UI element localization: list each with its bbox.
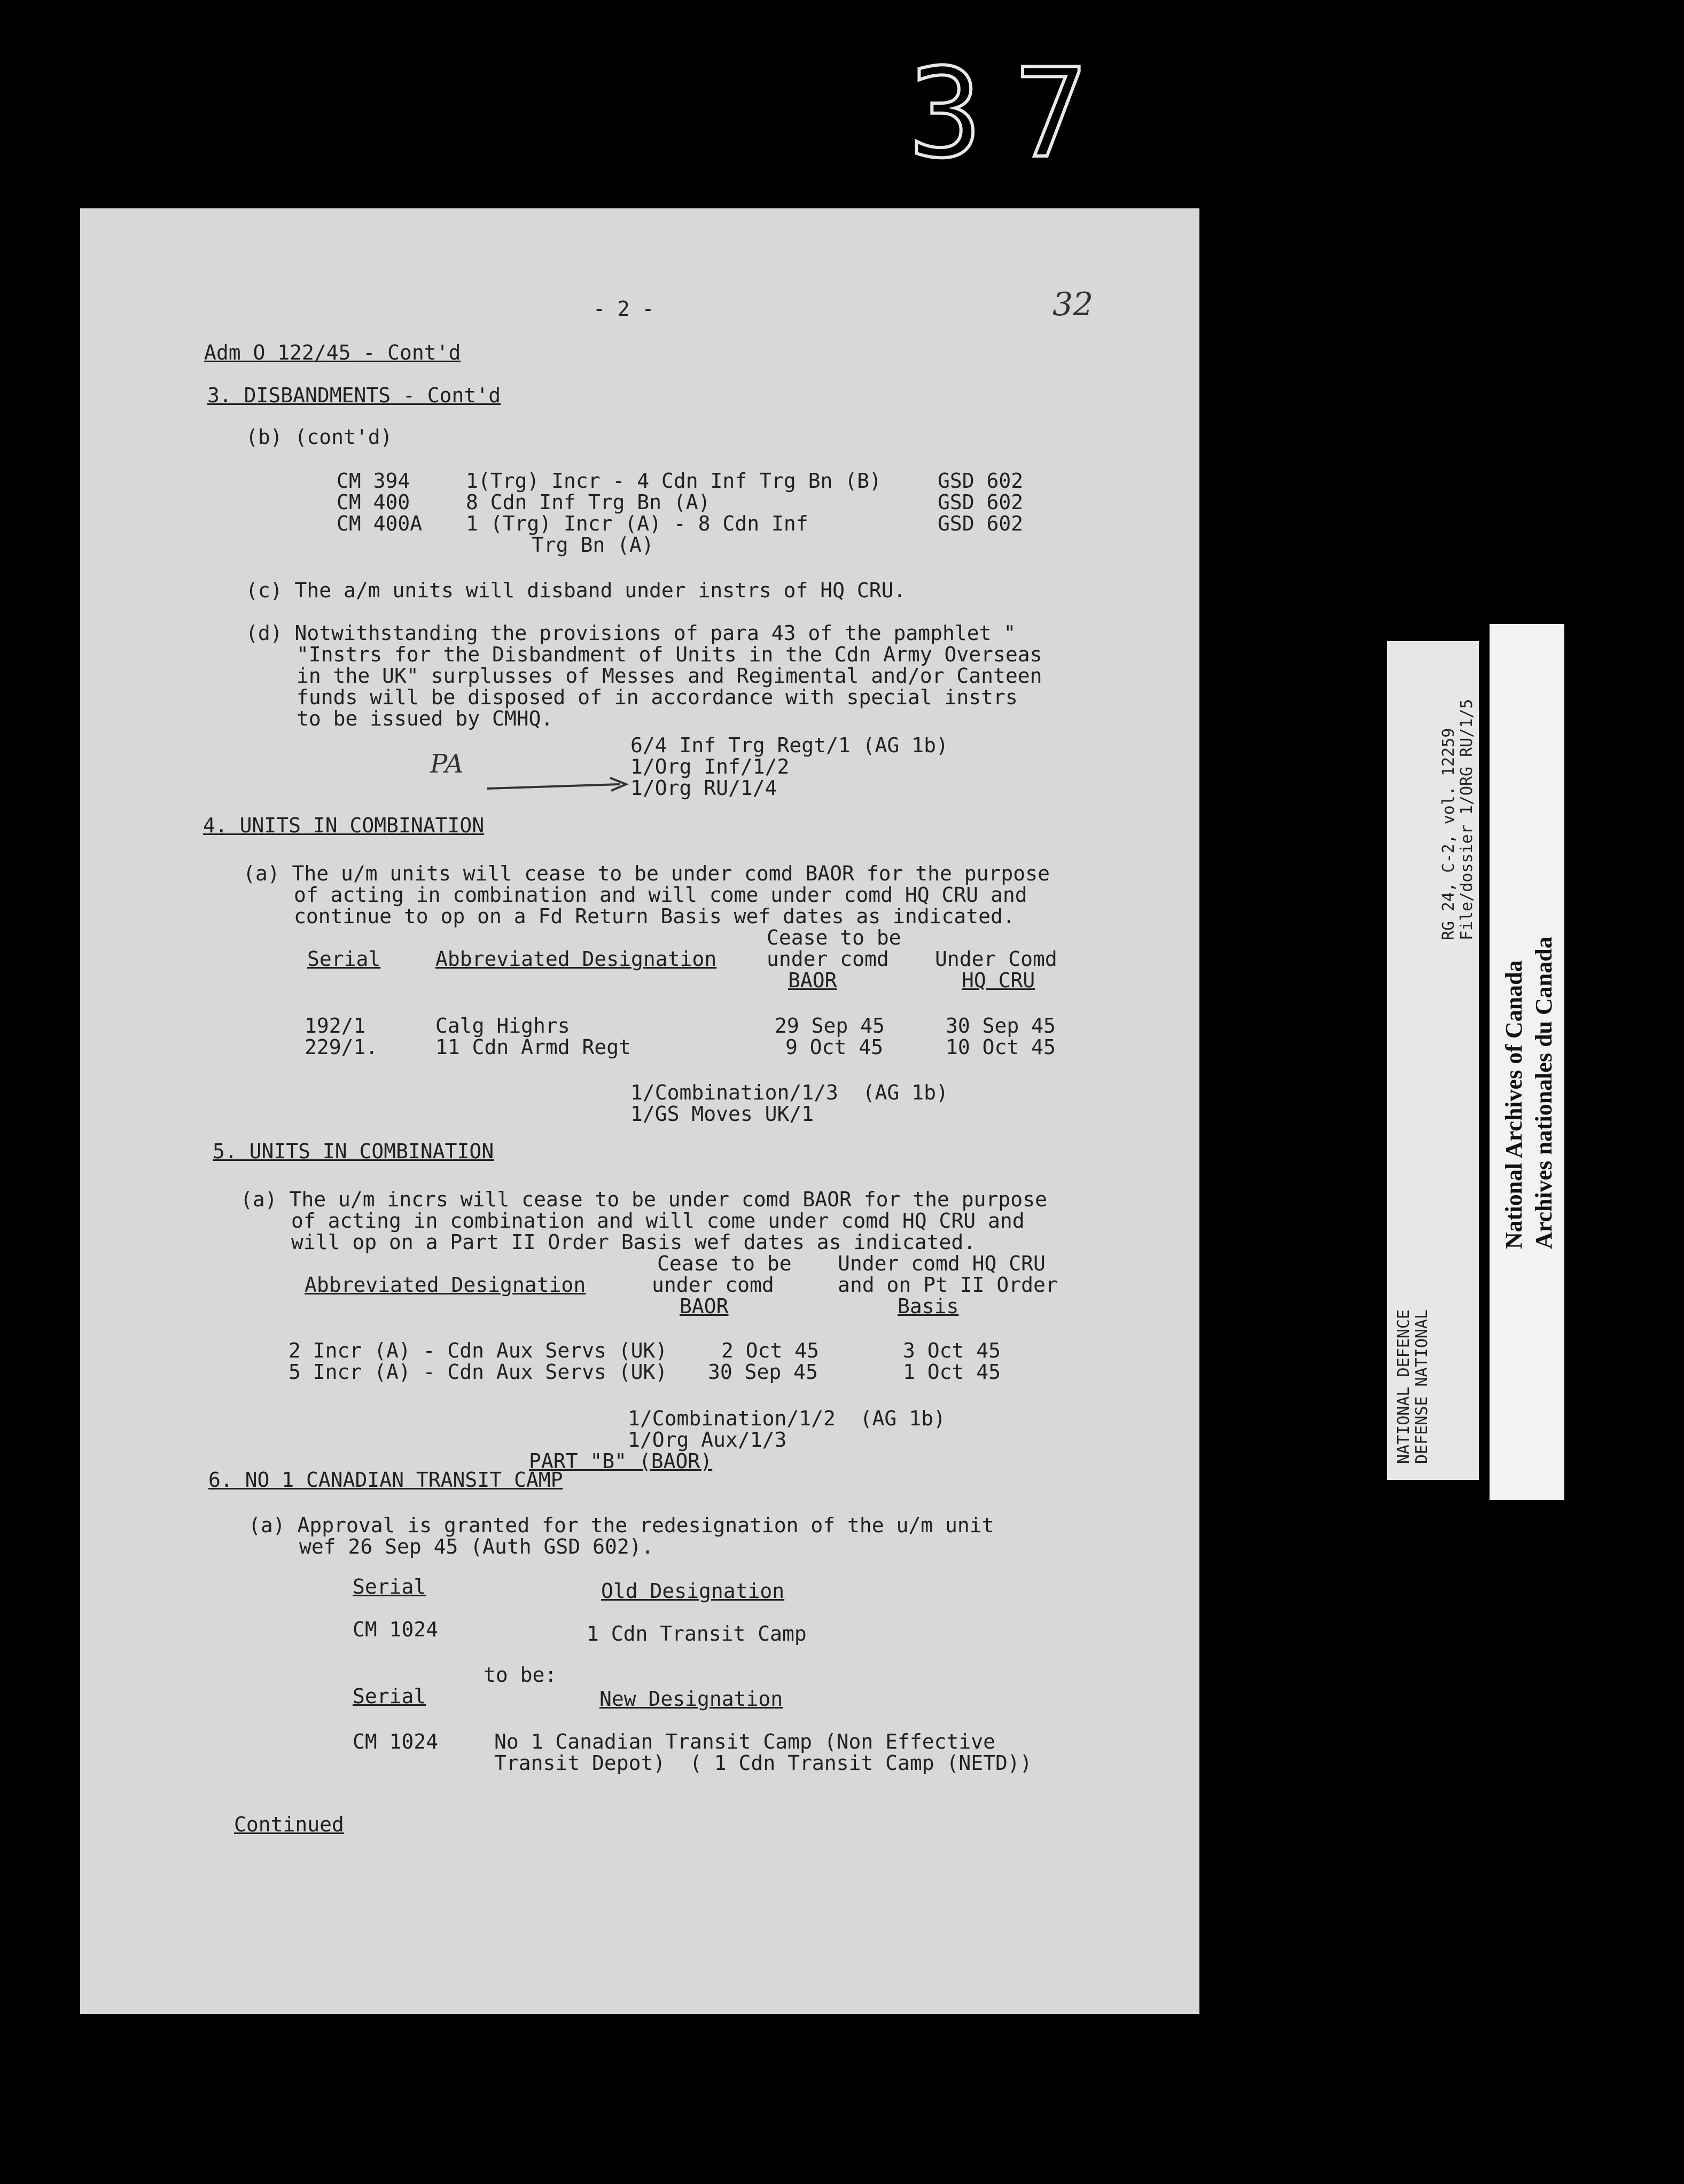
s5-row-designation: 5 Incr (A) - Cdn Aux Servs (UK) xyxy=(289,1360,668,1384)
s4-row-cease: 9 Oct 45 xyxy=(785,1035,884,1059)
archive-reference: File/dossier 1/ORG RU/1/5 xyxy=(1457,699,1476,940)
col-header-serial: Serial xyxy=(353,1684,426,1708)
s4-row-cease: 29 Sep 45 xyxy=(775,1014,885,1038)
section-6-a-line: (a) Approval is granted for the redesignation of the u/m unit xyxy=(248,1514,994,1537)
archive-name-fr: Archives nationales du Canada xyxy=(1531,937,1557,1249)
s3-row-auth: GSD 602 xyxy=(938,490,1024,514)
section-3-d-line: (d) Notwithstanding the provisions of para 43 of the pamphlet " xyxy=(246,621,1016,645)
new-designation: No 1 Canadian Transit Camp (Non Effective xyxy=(494,1730,995,1753)
s4-row-designation: 11 Cdn Armd Regt xyxy=(435,1035,632,1059)
new-designation: Transit Depot) ( 1 Cdn Transit Camp (NETD)) xyxy=(494,1751,1032,1775)
archive-name-strip xyxy=(1490,624,1564,1500)
file-reference: 6/4 Inf Trg Regt/1 (AG 1b) xyxy=(630,734,948,757)
file-reference: 1/Org Inf/1/2 xyxy=(630,755,790,778)
col-header-under: Under Comd xyxy=(935,947,1057,971)
s4-row-under: 10 Oct 45 xyxy=(946,1035,1056,1059)
section-5-a-line: will op on a Part II Order Basis wef dates as indicated. xyxy=(291,1230,976,1254)
section-6-a-line: wef 26 Sep 45 (Auth GSD 602). xyxy=(299,1535,654,1558)
col-header-under: Basis xyxy=(898,1294,959,1318)
col-header-old-designation: Old Designation xyxy=(601,1579,785,1603)
continued-label: Continued xyxy=(234,1813,344,1836)
file-reference: 1/Combination/1/2 (AG 1b) xyxy=(628,1407,946,1430)
s3-row-unit-cont: Trg Bn (A) xyxy=(532,533,654,557)
col-header-cease: under comd xyxy=(652,1273,774,1297)
archive-reference-strip xyxy=(1387,641,1479,1480)
section-4-a-line: continue to op on a Fd Return Basis wef dates as indicated. xyxy=(294,904,1015,928)
section-5-heading: 5. UNITS IN COMBINATION xyxy=(213,1140,494,1163)
col-header-cease: under comd xyxy=(767,947,889,971)
new-serial: CM 1024 xyxy=(353,1730,439,1753)
file-reference: 1/Combination/1/3 (AG 1b) xyxy=(630,1081,948,1104)
s4-row-serial: 192/1 xyxy=(305,1014,366,1038)
to-be-label: to be: xyxy=(484,1663,557,1687)
col-header-under: and on Pt II Order xyxy=(838,1273,1058,1297)
section-3-b-label: (b) (cont'd) xyxy=(246,425,393,449)
reference-line: Adm O 122/45 - Cont'd xyxy=(204,341,461,364)
section-4-a-line: of acting in combination and will come under comd HQ CRU and xyxy=(294,883,1027,907)
defence-label: DEFENSE NATIONAL xyxy=(1413,1309,1431,1464)
col-header-serial: Serial xyxy=(353,1575,426,1598)
col-header-cease: Cease to be xyxy=(767,926,901,949)
s5-row-cease: 30 Sep 45 xyxy=(708,1360,818,1384)
s3-row-serial: CM 400 xyxy=(337,490,410,514)
col-header-new-designation: New Designation xyxy=(599,1687,783,1711)
s3-row-serial: CM 400A xyxy=(337,512,423,535)
s3-row-unit: 1 (Trg) Incr (A) - 8 Cdn Inf xyxy=(466,512,808,535)
s5-row-under: 3 Oct 45 xyxy=(903,1339,1001,1362)
col-header-cease: BAOR xyxy=(680,1294,729,1318)
col-header-under: Under comd HQ CRU xyxy=(838,1252,1046,1275)
col-header-serial: Serial xyxy=(307,947,381,971)
old-serial: CM 1024 xyxy=(353,1618,439,1641)
s3-row-auth: GSD 602 xyxy=(938,512,1024,535)
section-5-a-line: of acting in combination and will come under comd HQ CRU and xyxy=(291,1209,1025,1233)
col-header-designation: Abbreviated Designation xyxy=(305,1273,586,1297)
section-3-d-line: in the UK" surplusses of Messes and Regimental and/or Canteen xyxy=(297,664,1042,688)
archive-reference: RG 24, C-2, vol. 12259 xyxy=(1439,728,1458,940)
part-b-heading: PART "B" (BAOR) xyxy=(529,1449,713,1473)
handwritten-arrow-icon xyxy=(486,775,630,796)
file-reference: 1/Org RU/1/4 xyxy=(630,776,777,800)
s4-row-designation: Calg Highrs xyxy=(435,1014,570,1038)
section-4-heading: 4. UNITS IN COMBINATION xyxy=(203,814,485,837)
handwritten-pa-note: PA xyxy=(430,749,464,779)
defence-label: NATIONAL DEFENCE xyxy=(1394,1309,1413,1464)
section-3-d-line: funds will be disposed of in accordance with special instrs xyxy=(297,685,1018,709)
s5-row-designation: 2 Incr (A) - Cdn Aux Servs (UK) xyxy=(289,1339,668,1362)
section-3-d-line: to be issued by CMHQ. xyxy=(297,707,553,730)
page-number: - 2 - xyxy=(593,297,654,321)
document-page xyxy=(80,208,1199,2014)
section-6-heading: 6. NO 1 CANADIAN TRANSIT CAMP xyxy=(208,1468,563,1492)
col-header-cease: Cease to be xyxy=(657,1252,792,1275)
s5-row-under: 1 Oct 45 xyxy=(903,1360,1001,1384)
s3-row-auth: GSD 602 xyxy=(938,469,1024,493)
file-reference: 1/GS Moves UK/1 xyxy=(630,1102,814,1126)
s4-row-under: 30 Sep 45 xyxy=(946,1014,1056,1038)
section-3-d-line: "Instrs for the Disbandment of Units in the Cdn Army Overseas xyxy=(297,643,1042,666)
file-reference: 1/Org Aux/1/3 xyxy=(628,1428,787,1452)
section-3-heading: 3. DISBANDMENTS - Cont'd xyxy=(207,384,501,407)
s4-row-serial: 229/1. xyxy=(305,1035,378,1059)
col-header-under: HQ CRU xyxy=(962,969,1035,992)
old-designation: 1 Cdn Transit Camp xyxy=(587,1622,807,1645)
s3-row-unit: 1(Trg) Incr - 4 Cdn Inf Trg Bn (B) xyxy=(466,469,882,493)
perforated-stamp-number: 37 xyxy=(908,43,1120,185)
col-header-cease: BAOR xyxy=(788,969,837,992)
col-header-designation: Abbreviated Designation xyxy=(435,947,717,971)
section-4-a-line: (a) The u/m units will cease to be under comd BAOR for the purpose xyxy=(243,862,1050,885)
section-3-c: (c) The a/m units will disband under instrs of HQ CRU. xyxy=(246,579,906,602)
archive-name-en: National Archives of Canada xyxy=(1501,960,1527,1249)
s5-row-cease: 2 Oct 45 xyxy=(721,1339,820,1362)
handwritten-page-number: 32 xyxy=(1052,286,1094,323)
s3-row-unit: 8 Cdn Inf Trg Bn (A) xyxy=(466,490,711,514)
s3-row-serial: CM 394 xyxy=(337,469,410,493)
section-5-a-line: (a) The u/m incrs will cease to be under comd BAOR for the purpose xyxy=(240,1188,1047,1211)
